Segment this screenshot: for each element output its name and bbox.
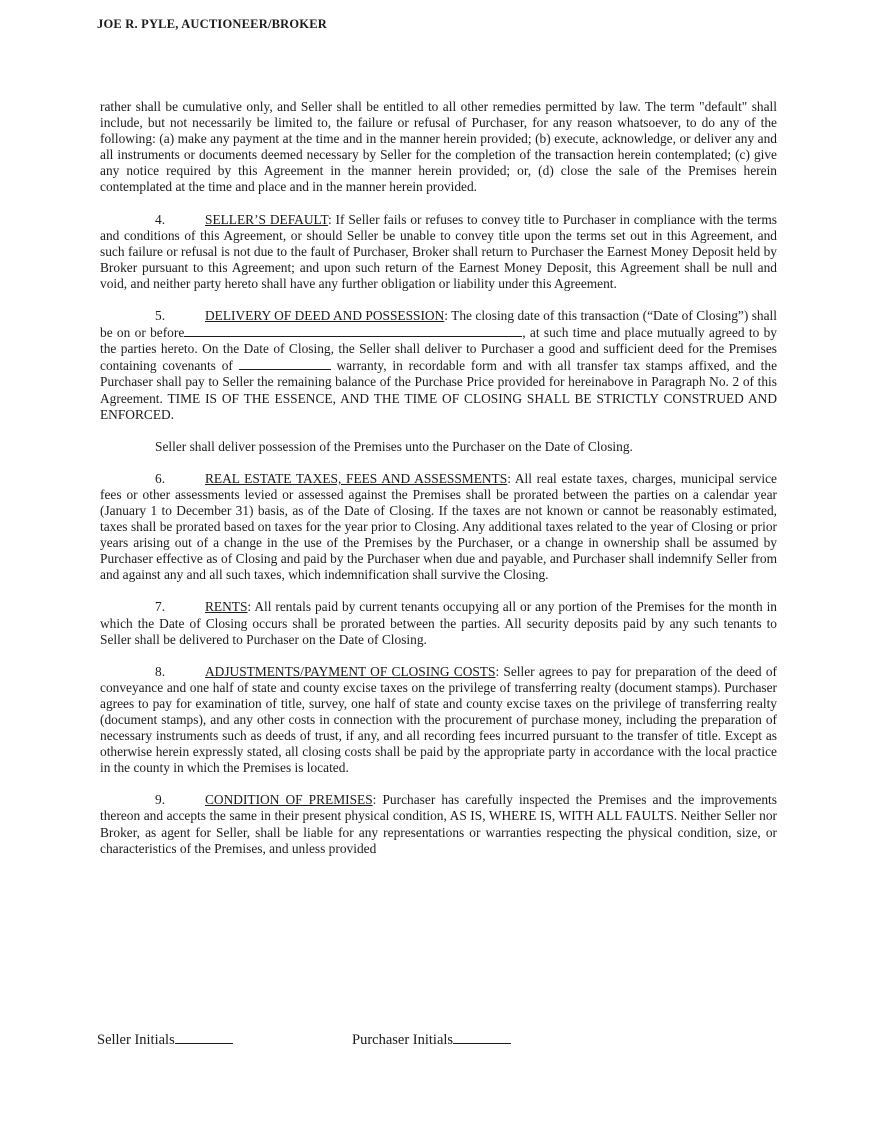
possession-text: Seller shall deliver possession of the Premises unto the Purchaser on the Date of Closing. [155,438,633,454]
purchaser-initials-label: Purchaser Initials [352,1032,454,1048]
paragraph-6-real-estate-taxes [100,471,777,584]
closing-date-blank [184,324,522,337]
p9-heading: CONDITION OF PREMISES [205,792,373,808]
p9-body: : Purchaser has carefully inspected the Premises and the improvements thereon and accepts the same in their present physical condition, AS IS, WHERE IS, WITH ALL FAULTS. Neither Seller nor Broker, as agent for Seller, shall be liable for any representations or warranties respecting the physical condition, size, or characteristics of the Premises, and unless provided [100,792,777,856]
paragraph-possession [100,439,777,455]
p5-mid: , at such time and place mutually agreed to by the parties hereto. On the Date of Closing, the Seller shall deliver to Purchaser a good and sufficient deed for the Premises containing covenants of [100,325,777,374]
p4-number: 4. [155,211,166,227]
p8-body: : Seller agrees to pay for preparation of the deed of conveyance and one half of state and county excise taxes on the privilege of transferring realty (document stamps). Purchaser agrees to pay for examination of title, survey, one half of state and county excise taxes on the privilege of transferring realty (document stamps), and any other costs in connection with the procurement of purchase money, including the preparation of necessary instruments such as deeds of trust, if any, and all recording fees incurred pursuant to the transfer of title. Except as otherwise herein expressly stated, all closing costs shall be paid by the appropriate party in accordance with the local practice in the county in which the Premises is located. [100,663,777,776]
p6-number: 6. [155,470,166,486]
p9-number: 9. [155,792,166,808]
p7-body: : All rentals paid by current tenants occupying all or any portion of the Premises for the month in which the Date of Closing occurs shall be prorated between the parties. All security deposits paid by any such tenants to Seller shall be delivered to Purchaser on the Date of Closing. [100,599,777,647]
p4-body: : If Seller fails or refuses to convey title to Purchaser in compliance with the terms and conditions of this Agreement, or should Seller be unable to convey title upon the terms set out in this Agreement, and such failure or refusal is not due to the fault of Purchaser, Broker shall return to Purchaser the Earnest Money Deposit held by Broker pursuant to this Agreement; and upon such return of the Earnest Money Deposit, this Agreement shall be null and void, and neither party hereto shall have any further obligation or liability under this Agreement. [100,211,777,291]
p7-number: 7. [155,599,166,615]
p7-heading: RENTS [205,599,248,615]
p4-heading: SELLER’S DEFAULT [205,211,328,227]
p5-lead: : The closing date of this transaction (“Date of Closing”) shall be on or before [100,308,777,341]
p5-number: 5. [155,308,166,324]
paragraph-intro [100,99,777,196]
seller-initials-label: Seller Initials [97,1032,175,1048]
seller-initials-blank [175,1030,233,1044]
paragraph-4-sellers-default [100,212,777,292]
document-header-title: JOE R. PYLE, AUCTIONEER/BROKER [97,17,327,31]
document-body [100,99,777,873]
paragraph-9-condition-of-premises [100,792,777,856]
paragraph-5-delivery-of-deed [100,308,777,423]
paragraph-8-closing-costs [100,664,777,777]
p6-body: : All real estate taxes, charges, municipal service fees or other assessments levied or assessed against the Premises shall be prorated between the parties on a calendar year (January 1 to December 31) basis, as of the Date of Closing. If the taxes are not known or cannot be reasonably estimated, taxes shall be prorated based on taxes for the year prior to Closing. Any additional taxes related to the year of Closing or prior years arising out of a change in the use of the Premises by the Purchaser, or a change in ownership shall be assumed by Purchaser effective as of Closing and paid by the Purchaser when due and payable, and Purchaser shall indemnify Seller from and against any and all such taxes, which indemnification shall survive the Closing. [100,470,777,583]
warranty-type-blank [239,357,331,370]
purchaser-initials-blank [453,1030,511,1044]
p6-heading: REAL ESTATE TAXES, FEES AND ASSESSMENTS [205,470,508,486]
paragraph-intro-text: rather shall be cumulative only, and Seller shall be entitled to all other remedies permitted by law. The term "default" shall include, but not necessarily be limited to, the failure or refusal of Purchaser, for any reason whatsoever, to do any of the following: (a) make any payment at the time and in the manner herein provided; (b) execute, acknowledge, or deliver any and all instruments or documents deemed necessary by Seller for the completion of the transaction herein contemplated; (c) give any notice required by this Agreement in the manner herein provided; or, (d) close the sale of the Premises herein contemplated at the time and place and in the manner herein provided. [100,99,777,195]
seller-initials-field [97,1030,233,1049]
p8-number: 8. [155,663,166,679]
paragraph-7-rents [100,599,777,647]
p5-rest: warranty, in recordable form and with all transfer tax stamps affixed, and the Purchaser shall pay to Seller the remaining balance of the Purchase Price provided for hereinabove in Paragraph No. 2 of this Agreement. TIME IS OF THE ESSENCE, AND THE TIME OF CLOSING SHALL BE STRICTLY CONSTRUED AND ENFORCED. [100,358,778,422]
p8-heading: ADJUSTMENTS/PAYMENT OF CLOSING COSTS [205,663,496,679]
p5-heading: DELIVERY OF DEED AND POSSESSION [205,308,445,324]
purchaser-initials-field [352,1030,511,1049]
